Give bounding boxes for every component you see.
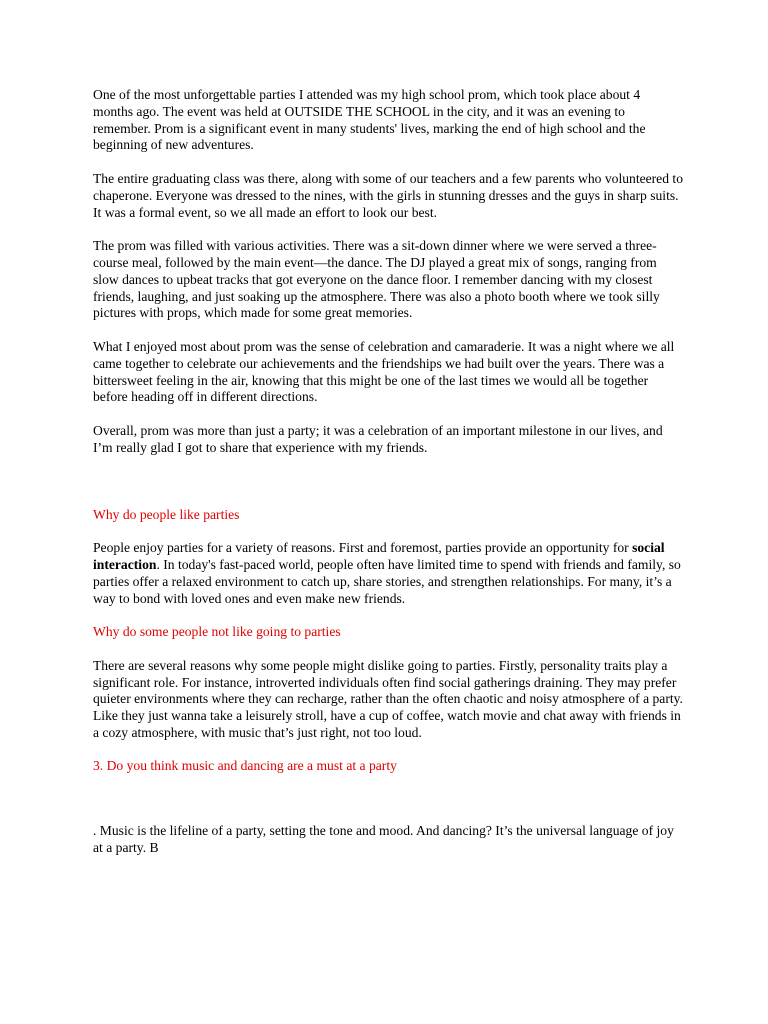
paragraph-reasons-like-start: People enjoy parties for a variety of reasons. First and foremost, parties provide an opportunity for (93, 540, 633, 556)
paragraph-reasons-dislike: There are several reasons why some people might dislike going to parties. Firstly, personality traits play a significant role. For instance, introverted individuals often find social gatherings draining. They may prefer quieter environments where they can recharge, rather than the often chaotic and noisy atmosphere of a party. Like they just wanna take a leisurely stroll, have a cup of coffee, watch movie and chat away with friends in a cozy atmosphere, with music that’s just right, not too loud. (93, 657, 683, 740)
heading-why-people-like-parties: Why do people like parties (93, 506, 240, 522)
paragraph-activities: The prom was filled with various activities. There was a sit-down dinner where we were served a three-course meal, followed by the main event—the dance. The DJ played a great mix of songs, ranging from slow dances to upbeat tracks that got everyone on the dance floor. I remember dancing with my closest friends, laughing, and just soaking up the atmosphere. There was also a photo booth where we took silly pictures with props, which made for some great memories. (93, 238, 660, 321)
paragraph-attendees: The entire graduating class was there, along with some of our teachers and a few parents who volunteered to chaperone. Everyone was dressed to the nines, with the girls in stunning dresses and the guys in sharp suits. It was a formal event, so we all made an effort to look our best. (93, 170, 683, 220)
paragraph-overall: Overall, prom was more than just a party; it was a celebration of an important milestone in our lives, and I’m really glad I got to share that experience with my friends. (93, 422, 663, 455)
paragraph-reasons-like (93, 540, 683, 607)
paragraph-enjoyment: What I enjoyed most about prom was the sense of celebration and camaraderie. It was a night where we all came together to celebrate our achievements and the friendships we had built over the years. There was a bittersweet feeling in the air, knowing that this might be one of the last times we would all be together before heading off in different directions. (93, 338, 675, 405)
paragraph-reasons-like-end: . In today's fast-paced world, people often have limited time to spend with friends and family, so parties offer a relaxed environment to catch up, share stories, and strengthen relationships. For many, it’s a way to bond with loved ones and even make new friends. (93, 556, 681, 606)
document-body (93, 87, 683, 857)
heading-why-not-like-parties: Why do some people not like going to parties (93, 624, 341, 640)
bold-social-interaction: social interaction (93, 540, 665, 572)
paragraph-music-answer: . Music is the lifeline of a party, setting the tone and mood. And dancing? It’s the universal language of joy at a party. B (93, 823, 674, 856)
heading-music-dancing-question: 3. Do you think music and dancing are a must at a party (93, 758, 397, 774)
paragraph-prom-intro: One of the most unforgettable parties I attended was my high school prom, which took place about 4 months ago. The event was held at OUTSIDE THE SCHOOL in the city, and it was an evening to remember. Prom is a significant event in many students' lives, marking the end of high school and the beginning of new adventures. (93, 87, 646, 153)
